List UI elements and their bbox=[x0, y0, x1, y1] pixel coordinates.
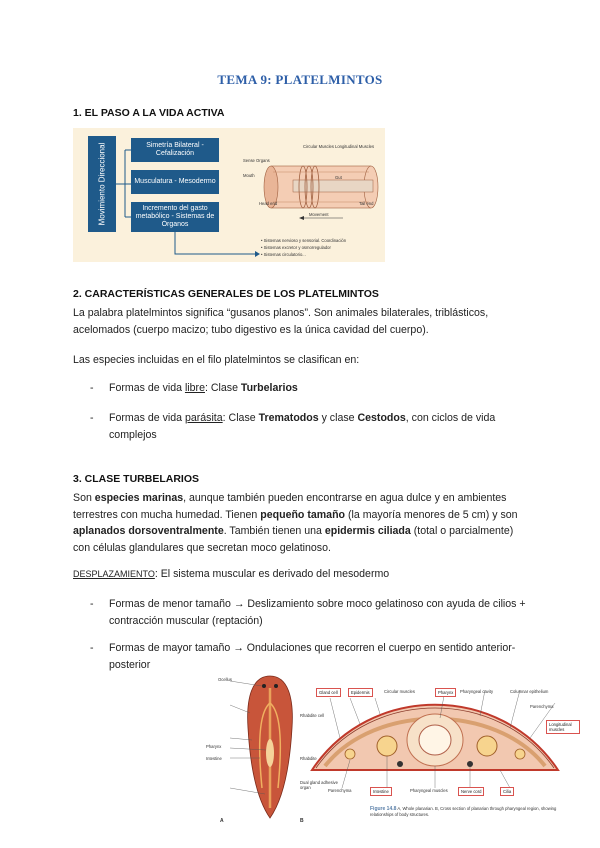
section3-paragraph-1: Son especies marinas, aunque también pueden encontrarse en agua dulce y en ambientes terrestres con mucha humedad. Tienen pequeño tamaño (la mayoría menores de 5 cm) y son aplanados dorsoventralmente. También tienen una epidermis ciliada (total o parcialmente) con células glandulares que secretan moco gelatinoso. bbox=[73, 492, 518, 554]
section3-heading: 3. CLASE TURBELARIOS bbox=[73, 473, 200, 485]
activity-figure bbox=[73, 128, 385, 262]
label-gland-cell: Gland cell bbox=[316, 688, 341, 697]
label-parenchyma-top: Parenchyma bbox=[530, 704, 554, 709]
section1-heading: 1. EL PASO A LA VIDA ACTIVA bbox=[73, 107, 225, 119]
label-rhabdite: Rhabdite bbox=[300, 756, 317, 761]
label-ocellus: Ocellus bbox=[218, 677, 232, 682]
list-item-parasita: - Formas de vida parásita: Clase Trematodos y clase Cestodos, con ciclos de vida complejos bbox=[90, 412, 496, 441]
label-longitudinal-muscles: Longitudinal muscles bbox=[546, 720, 580, 734]
label-gut: Gut bbox=[335, 175, 342, 180]
list-item-mayor: - Formas de mayor tamaño → Ondulaciones que recorren el cuerpo en sentido anterior-posterior bbox=[90, 642, 516, 671]
list-item-menor: - Formas de menor tamaño → Deslizamiento sobre moco gelatinoso con ayuda de cilios + contracción muscular (reptación) bbox=[90, 598, 526, 627]
section2-paragraph-1: La palabra platelmintos significa “gusanos planos”. Son animales bilaterales, triblásticos, acelomados (cuerpo macizo; tubo digestivo es la única cavidad del cuerpo). bbox=[73, 307, 489, 336]
label-sense: Sense Organs bbox=[243, 158, 270, 163]
desplazamiento-line: DESPLAZAMIENTO: El sistema muscular es derivado del mesodermo bbox=[73, 568, 390, 580]
label-mouth: Mouth bbox=[243, 173, 255, 178]
label-movement: Movement bbox=[309, 212, 329, 217]
label-head: Head end bbox=[259, 201, 278, 206]
figure-box-2: Musculatura - Mesodermo bbox=[131, 170, 219, 194]
figure-caption: Figure 14.8 A, Whole planarian. B, Cross section of planarian through pharyngeal region, showing relationships of body structures. bbox=[370, 806, 557, 817]
planarian-figure bbox=[200, 668, 590, 833]
label-parenchyma-bottom: Parenchyma bbox=[328, 788, 352, 793]
label-pharyngeal-cavity: Pharyngeal cavity bbox=[460, 689, 494, 694]
label-columnar: Columnar epithelium bbox=[510, 689, 549, 694]
bullet-2: • Sistemas excretor y osmorregulador bbox=[261, 245, 331, 250]
figure-letter-a: A bbox=[220, 818, 224, 824]
label-circular: Circular Muscles bbox=[303, 144, 334, 149]
section2-paragraph-2: Las especies incluidas en el filo platelmintos se clasifican en: bbox=[73, 354, 360, 366]
bullet-1: • Sistemas nervioso y sensorial. Coordinación bbox=[261, 238, 347, 243]
figure-letter-b: B bbox=[300, 818, 304, 824]
label-longitudinal: Longitudinal Muscles bbox=[335, 144, 375, 149]
section2-heading: 2. CARACTERÍSTICAS GENERALES DE LOS PLATELMINTOS bbox=[73, 288, 379, 300]
page-title: TEMA 9: PLATELMINTOS bbox=[217, 72, 383, 87]
label-nerve-cord: Nerve cord bbox=[458, 787, 484, 796]
label-cilia: Cilia bbox=[500, 787, 514, 796]
label-dual-gland: Dual gland adhesive organ bbox=[300, 780, 338, 790]
label-pharynx-top: Pharynx bbox=[435, 688, 456, 697]
label-tail: Tail end bbox=[359, 201, 374, 206]
label-intestine-bottom: Intestine bbox=[370, 787, 392, 796]
label-pharynx: Pharynx bbox=[206, 744, 222, 749]
label-rhabdite-cell: Rhabdite cell bbox=[300, 713, 325, 718]
figure-box-3: Incremento del gasto metabólico - Sistemas de Órganos bbox=[131, 202, 219, 232]
bullet-3: • Sistemas circulatorio... bbox=[261, 252, 306, 257]
label-pharyngeal-muscles: Pharyngeal muscles bbox=[410, 788, 448, 793]
vertical-label: Movimiento Direccional bbox=[97, 142, 107, 226]
label-circular-muscles: Circular muscles bbox=[384, 689, 415, 694]
label-intestine: Intestine bbox=[206, 756, 222, 761]
list-item-libre: - Formas de vida libre: Clase Turbelarios bbox=[90, 382, 298, 394]
figure-box-1: Simetría Bilateral - Cefalización bbox=[131, 138, 219, 162]
label-epidermis: Epidermis bbox=[348, 688, 373, 697]
